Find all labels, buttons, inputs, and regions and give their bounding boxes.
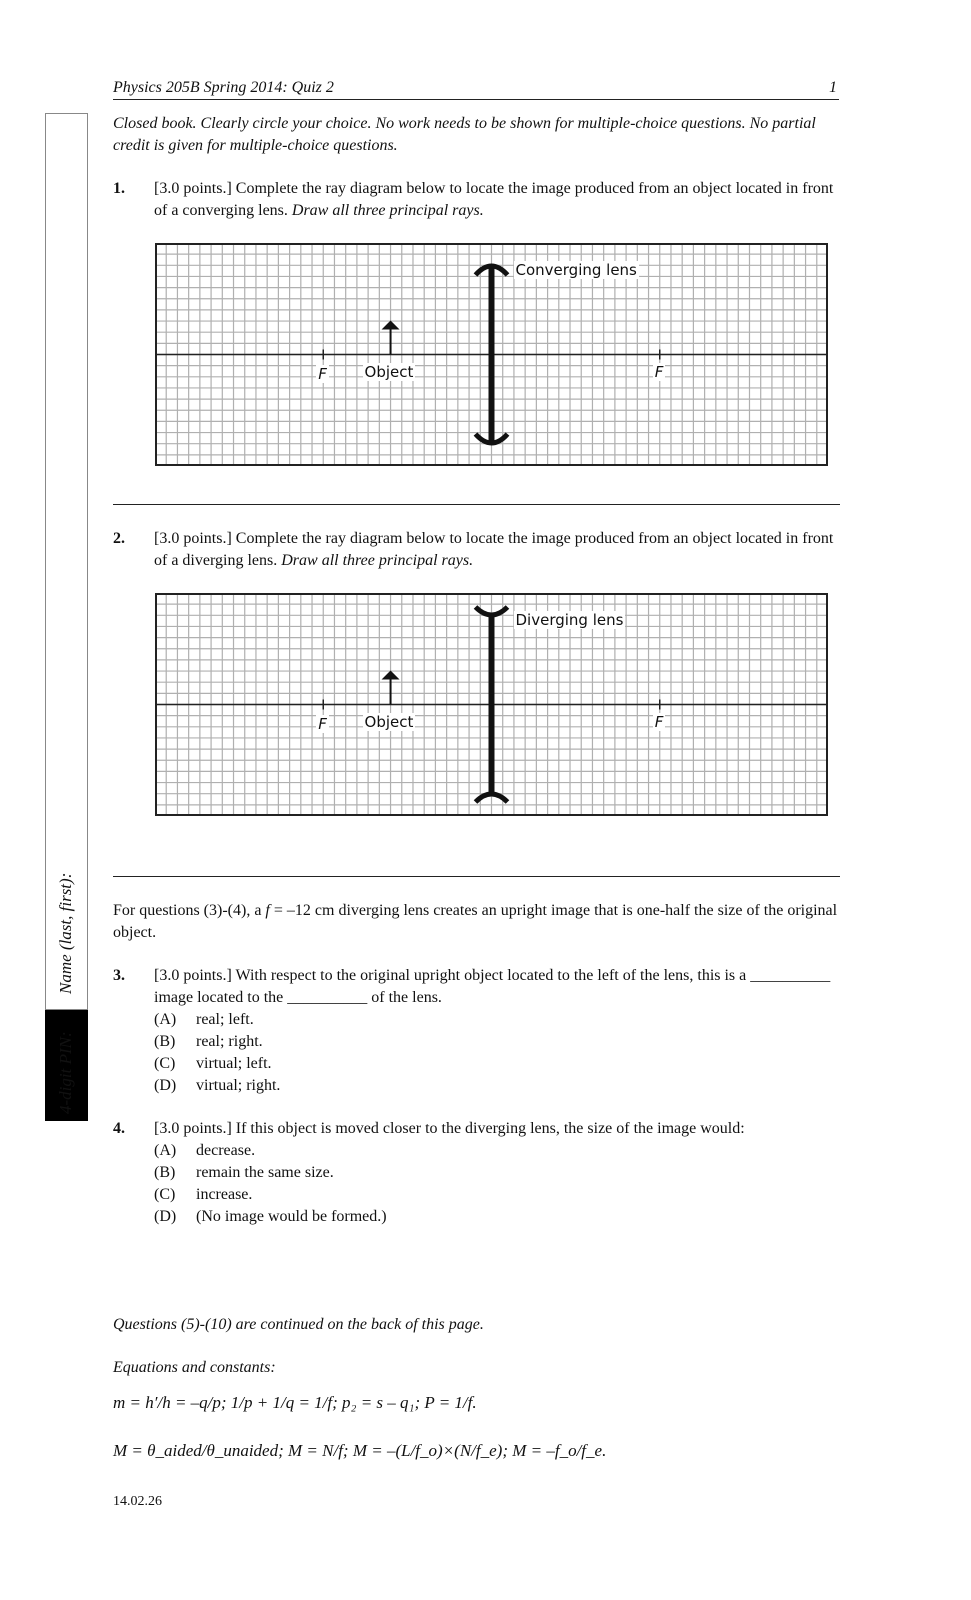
- section-divider: [113, 876, 840, 877]
- question-number: 1.: [113, 180, 125, 197]
- question-emphasis: Draw all three principal rays.: [291, 202, 484, 219]
- question-2: [113, 528, 843, 572]
- option-a[interactable]: (A) decrease.: [154, 1142, 256, 1159]
- student-info-sidebar: [45, 113, 88, 1224]
- lens-label: Converging lens: [515, 261, 637, 279]
- question-4: [113, 1118, 843, 1228]
- equations-heading: Equations and constants:: [113, 1359, 276, 1376]
- option-a[interactable]: (A) real; left.: [154, 1011, 254, 1028]
- object-arrowhead: [382, 321, 400, 330]
- option-c[interactable]: (C) increase.: [154, 1186, 253, 1203]
- focal-point-label-left: F: [318, 714, 327, 733]
- page-number: 1: [829, 79, 837, 96]
- question-text: [3.0 points.] If this object is moved closer to the diverging lens, the size of the image would:: [154, 1120, 745, 1137]
- question-text: [3.0 points.] With respect to the original upright object located to the left of the lens, this is a __________ image located to the __________ of the lens.: [154, 967, 831, 1006]
- question-emphasis: Draw all three principal rays.: [281, 552, 474, 569]
- footer-date: 14.02.26: [113, 1494, 162, 1509]
- focal-point-label-right: F: [654, 362, 664, 381]
- quiz-label: Quiz 2: [56, 1175, 76, 1224]
- continued-note: Questions (5)-(10) are continued on the back of this page.: [113, 1316, 484, 1333]
- option-b[interactable]: (B) remain the same size.: [154, 1164, 334, 1181]
- header-title: Physics 205B Spring 2014: Quiz 2: [113, 79, 334, 96]
- lens-label: Diverging lens: [515, 611, 624, 629]
- ray-diagram-diverging[interactable]: [155, 593, 828, 816]
- section-divider: [113, 504, 840, 505]
- object-arrowhead: [382, 671, 400, 680]
- question-number: 4.: [113, 1120, 125, 1137]
- name-field-label[interactable]: Name (last, first):: [56, 872, 75, 994]
- option-b[interactable]: (B) real; right.: [154, 1033, 263, 1050]
- equation-line-1: m = h′/h = –q/p; 1/p + 1/q = 1/f; p₂ = s – q₁; P = 1/f.: [113, 1393, 477, 1412]
- option-d[interactable]: (D) virtual; right.: [154, 1077, 281, 1094]
- object-label: Object: [364, 712, 414, 731]
- object-label: Object: [364, 362, 414, 381]
- diagram-grid[interactable]: [155, 593, 828, 816]
- equation-line-2: M = θ_aided/θ_unaided; M = N/f; M = –(L/f_o)×(N/f_e); M = –f_o/f_e.: [113, 1441, 607, 1460]
- diagram-grid[interactable]: [155, 243, 828, 466]
- instructions: Closed book. Clearly circle your choice. No work needs to be shown for multiple-choice questions. No partial credit is given for multiple-choice questions.: [113, 115, 816, 154]
- question-number: 2.: [113, 530, 125, 547]
- question-1: [113, 178, 843, 222]
- question-text: [3.0 points.] Complete the ray diagram below to locate the image produced from an object located in front of a diverging lens.: [154, 530, 834, 569]
- focal-point-label-right: F: [654, 712, 664, 731]
- question-number: 3.: [113, 967, 125, 984]
- ray-diagram-converging[interactable]: [155, 243, 828, 466]
- question-text: [3.0 points.] Complete the ray diagram below to locate the image produced from an object located in front of a converging lens.: [154, 180, 834, 219]
- page-header: [113, 79, 839, 100]
- focal-point-label-left: F: [318, 364, 327, 383]
- option-c[interactable]: (C) virtual; left.: [154, 1055, 272, 1072]
- option-d[interactable]: (D) (No image would be formed.): [154, 1208, 387, 1225]
- question-3: [113, 965, 843, 1097]
- shared-intro: For questions (3)-(4), a f = –12 cm diverging lens creates an upright image that is one-half the size of the original object.: [113, 902, 838, 941]
- pin-field-label[interactable]: 4-digit PIN:: [56, 1031, 75, 1114]
